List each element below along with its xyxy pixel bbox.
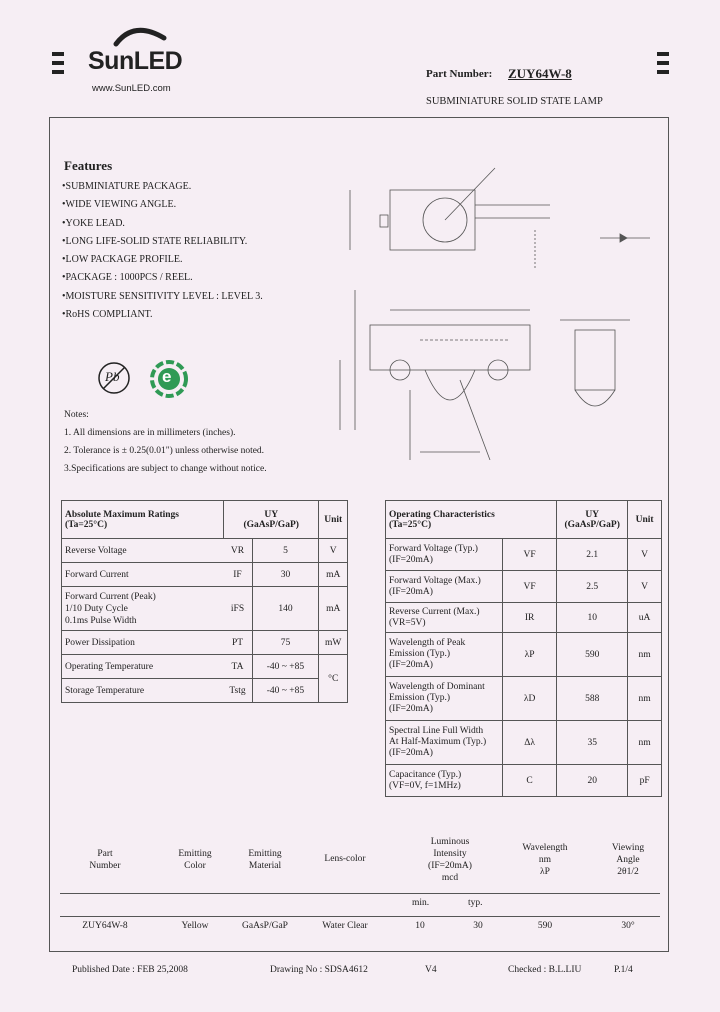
note-item: 3.Specifications are subject to change without notice. — [64, 464, 267, 474]
table-row: Forward Voltage (Typ.) (IF=20mA) VF 2.1 V — [386, 539, 662, 571]
feature-item: •LONG LIFE-SOLID STATE RELIABILITY. — [62, 235, 248, 247]
checked-by: Checked : B.L.LIU — [508, 965, 582, 975]
features-list — [62, 178, 263, 324]
feature-item: •RoHS COMPLIANT. — [62, 309, 153, 321]
website-link[interactable]: www.SunLED.com — [92, 83, 171, 94]
note-item: 1. All dimensions are in millimeters (inches). — [64, 428, 236, 438]
notes-title: Notes: — [64, 410, 89, 420]
feature-item: •SUBMINIATURE PACKAGE. — [62, 181, 192, 192]
table-row: Forward Current IF 30 mA — [62, 563, 348, 587]
package-dimension-drawing — [330, 160, 660, 460]
table-row: Operating Temperature TA -40 ~ +85 °C — [62, 655, 348, 679]
feature-item: •WIDE VIEWING ANGLE. — [62, 199, 177, 211]
feature-item: •MOISTURE SENSITIVITY LEVEL : LEVEL 3. — [62, 290, 263, 302]
feature-item: •PACKAGE : 1000PCS / REEL. — [62, 272, 193, 284]
features-title: Features — [64, 158, 113, 173]
part-number-label: Part Number: — [426, 68, 493, 80]
table-row: Wavelength of Peak Emission (Typ.) (IF=20mA) λP 590 nm — [386, 633, 662, 677]
page-number: P.1/4 — [614, 965, 633, 975]
table-row: Storage Temperature Tstg -40 ~ +85 — [62, 679, 348, 703]
table-row: Reverse Voltage VR 5 V — [62, 539, 348, 563]
divider — [60, 893, 660, 894]
table-row: Reverse Current (Max.) (VR=5V) IR 10 uA — [386, 603, 662, 633]
product-title: SUBMINIATURE SOLID STATE LAMP — [426, 96, 603, 107]
table-row: Forward Voltage (Max.) (IF=20mA) VF 2.5 V — [386, 571, 662, 603]
rohs-compliant-icon: e — [150, 360, 188, 398]
right-bars-decoration — [657, 52, 669, 79]
operating-characteristics-table: Operating Characteristics (Ta=25°C) UY (GaAsP/GaP) Unit Forward Voltage (Typ.) (IF=20mA) VF 2.1 V Forward Voltage (Max.) (IF=20mA) VF 2.5 V Reverse Current (Max.) (VR=5V) IR 10 uA Wavelength of Peak Emission (Typ.) (IF=20mA) λP 590 nm Wavelength of Dominant Emission (Typ.) (IF=20mA) λD 588 nm Spectral Line Full Width At Half-Maximum (Typ.) (IF=20mA) Δλ 35 nm Capacitance (Typ.) (VF=0V, f=1MHz) C 20 pF — [385, 500, 662, 797]
notes-section — [64, 406, 267, 478]
sunled-logo — [86, 22, 196, 82]
brand-name: SunLED — [88, 47, 183, 75]
left-bars-decoration — [52, 52, 64, 79]
table-row: Wavelength of Dominant Emission (Typ.) (IF=20mA) λD 588 nm — [386, 677, 662, 721]
divider — [60, 916, 660, 917]
absolute-max-ratings-table: Absolute Maximum Ratings (Ta=25°C) UY (GaAsP/GaP) Unit Reverse Voltage VR 5 V Forward Current IF 30 mA Forward Current (Peak) 1/10 Duty Cycle 0.1ms Pulse Width iFS 140 mA Power Dissipation PT 75 mW Operating Temperature TA -40 ~ +85 °C Storage Temperature Tstg -40 ~ +85 — [61, 500, 348, 703]
pb-free-icon: Pb — [96, 360, 132, 396]
version: V4 — [425, 965, 437, 975]
table-row: Forward Current (Peak) 1/10 Duty Cycle 0.1ms Pulse Width iFS 140 mA — [62, 587, 348, 631]
drawing-number: Drawing No : SDSA4612 — [270, 965, 368, 975]
feature-item: •YOKE LEAD. — [62, 217, 125, 229]
table-row: Power Dissipation PT 75 mW — [62, 631, 348, 655]
note-item: 2. Tolerance is ± 0.25(0.01") unless otherwise noted. — [64, 446, 265, 456]
feature-item: •LOW PACKAGE PROFILE. — [62, 254, 183, 266]
table-row: Spectral Line Full Width At Half-Maximum (Typ.) (IF=20mA) Δλ 35 nm — [386, 721, 662, 765]
part-number: ZUY64W-8 — [508, 66, 572, 81]
table-row: Capacitance (Typ.) (VF=0V, f=1MHz) C 20 pF — [386, 765, 662, 797]
published-date: Published Date : FEB 25,2008 — [72, 965, 188, 975]
